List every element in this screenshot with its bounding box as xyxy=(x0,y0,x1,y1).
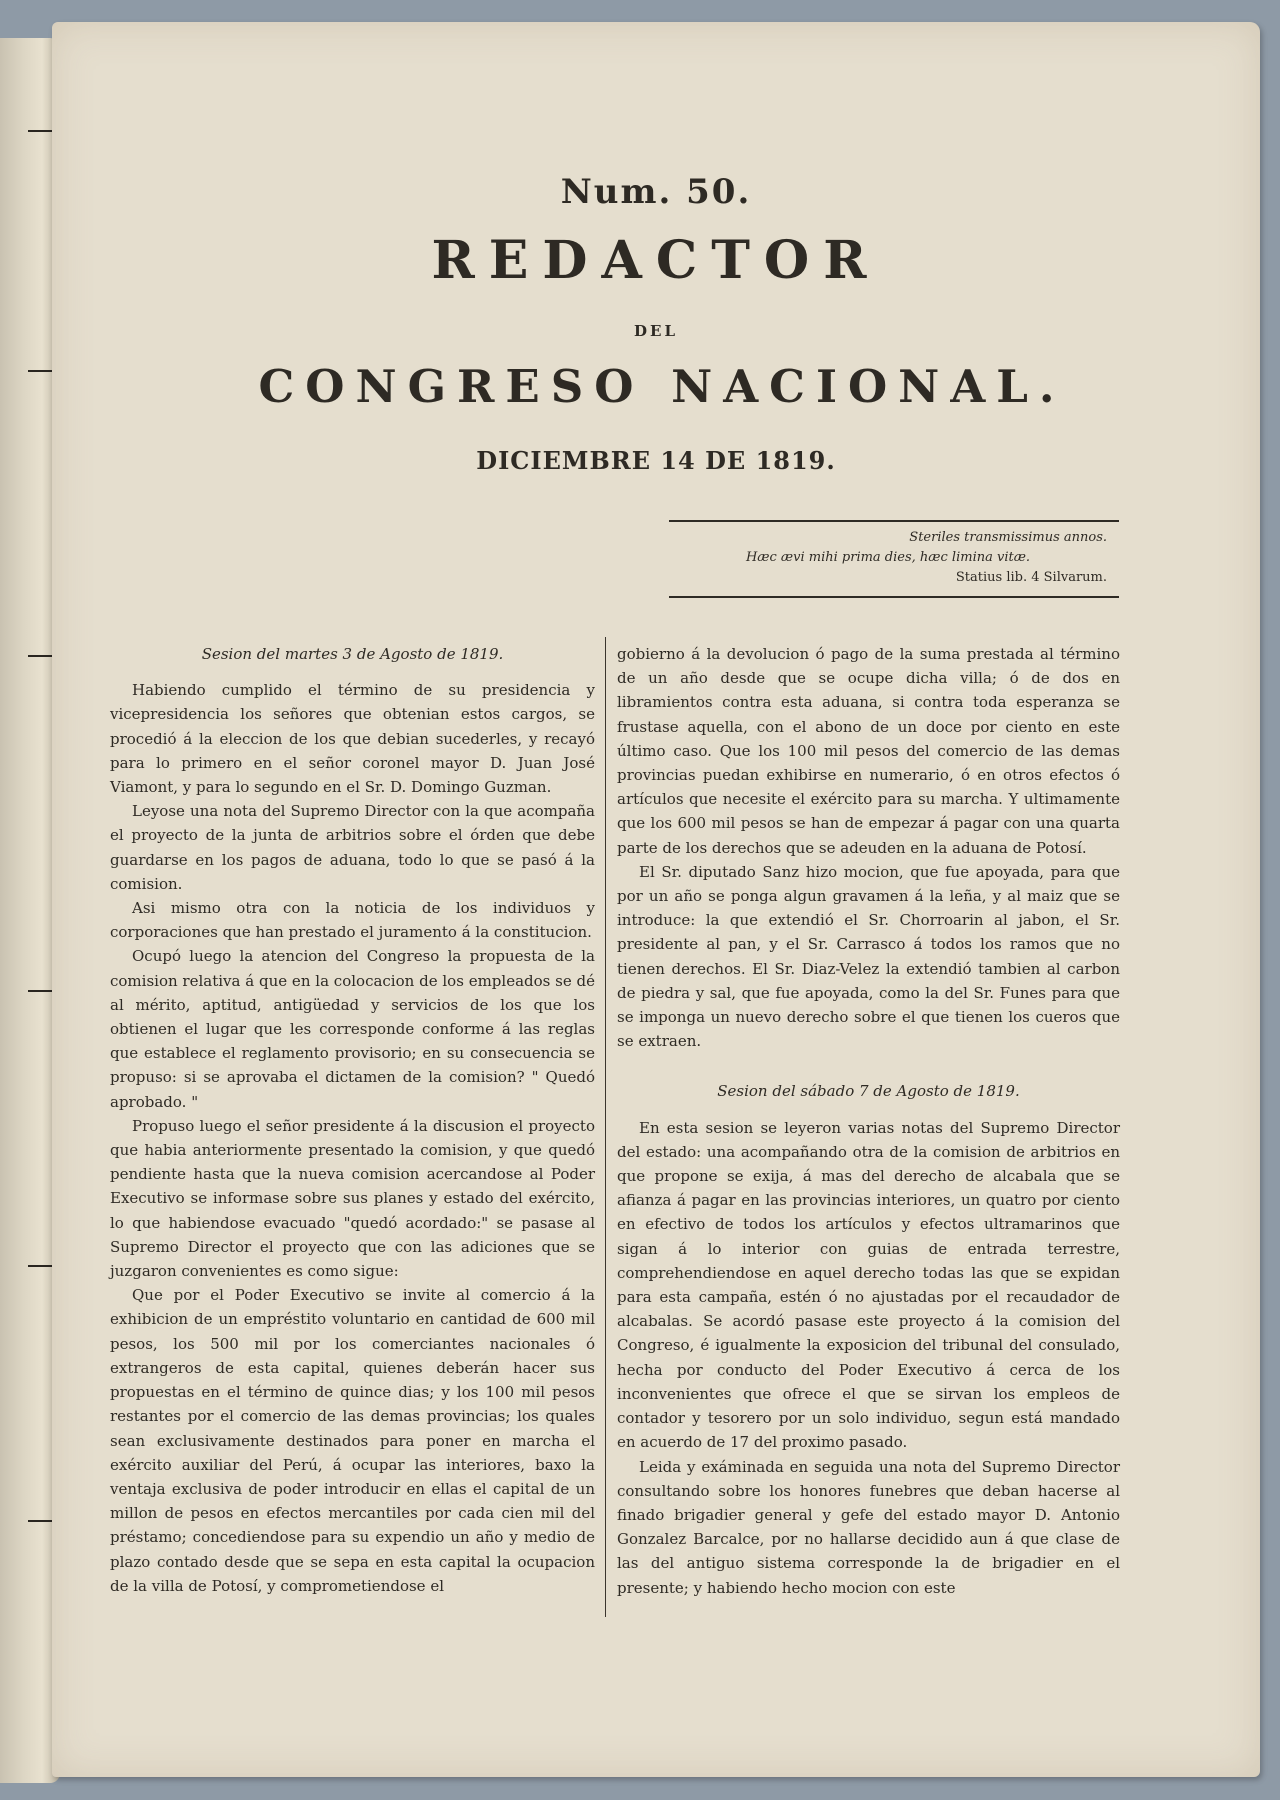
paragraph: Leida y exáminada en seguida una nota del Supremo Director consultando sobre los honores funebres que deban hacerse al finado brigadier general y gefe del estado mayor D. Antonio Gonzalez Barcalce, por no hallarse decidido aun á que clase de las del antiguo sistema corresponde la de brigadier en el presente; y habiendo hecho mocion con este xyxy=(617,1457,1120,1597)
paragraph: Propuso luego el señor presidente á la discusion el proyecto que habia anteriormente presentado la comision, y que quedó pendiente hasta que la nueva comision acercandose al Poder Executivo se informase sobre sus planes y estado del exército, lo que habiendose evacuado "quedó acordado:" se pasase al Supremo Director el proyecto que con las adiciones que se juzgaron convenientes es como sigue: xyxy=(110,1116,595,1281)
epigraph-line-2: Hæc ævi mihi prima dies, hæc limina vitæ. xyxy=(745,550,1031,565)
epigraph xyxy=(669,520,1119,598)
masthead-subtitle: CONGRESO NACIONAL. xyxy=(258,360,1066,413)
paragraph: Que por el Poder Executivo se invite al comercio á la exhibicion de un empréstito voluntario en cantidad de 600 mil pesos, los 500 mil por los comerciantes nacionales ó extrangeros de esta capital, quienes deberán hacer sus propuestas en el término de quince dias; y los 100 mil pesos restantes por el comercio de las demas provincias; los quales sean exclusivamente destinados para poner en marcha el exército auxiliar del Perú, á ocupar las interiores, baxo la ventaja exclusiva de poder introducir en ellas el capital de un millon de pesos en efectos mercantiles por cada cien mil del préstamo; concediendose para su expendio un año y medio de plazo contado desde que se sepa en esta capital la ocupacion de la villa de Potosí, y comprometiendose el xyxy=(110,1286,595,1595)
paragraph: Habiendo cumplido el término de su presidencia y vicepresidencia los señores que obtenian estos cargos, se procedió á la eleccion de los que debian sucederles, y recayó para lo primero en el señor coronel mayor D. Juan José Viamont, y para lo segundo en el Sr. D. Domingo Guzman. xyxy=(110,681,595,797)
left-column xyxy=(110,642,595,1598)
right-column xyxy=(617,642,1120,1600)
masthead-title: REDACTOR xyxy=(431,230,881,291)
session-title: Sesion del martes 3 de Agosto de 1819. xyxy=(201,645,504,663)
masthead-del: DEL xyxy=(634,322,678,340)
paragraph: Leyose una nota del Supremo Director con la que acompaña el proyecto de la junta de arbitrios sobre el órden que debe guardarse en los pagos de aduana, todo lo que se pasó á la comision. xyxy=(110,802,595,893)
issue-number: Num. 50. xyxy=(560,172,752,212)
column-divider xyxy=(605,637,606,1617)
issue-date: DICIEMBRE 14 DE 1819. xyxy=(476,446,836,475)
paragraph: Ocupó luego la atencion del Congreso la propuesta de la comision relativa á que en la colocacion de los empleados se dé al mérito, aptitud, antigüedad y servicios de los que los obtienen el lugar que les corresponde conforme á las reglas que establece el reglamento provisorio; en su consecuencia se propuso: si se aprovaba el dictamen de la comision? " Quedó aprobado. " xyxy=(110,947,595,1111)
epigraph-line-1: Steriles transmissimus annos. xyxy=(909,530,1107,545)
paragraph: gobierno á la devolucion ó pago de la suma prestada al término de un año desde que se ocupe dicha villa; ó de dos en libramientos contra esta aduana, si contra toda esperanza se frustase aquella, con el abono de un doce por ciento en este último caso. Que los 100 mil pesos del comercio de las demas provincias puedan exhibirse en numerario, ó en otros efectos ó artículos que necesite el exército para su marcha. Y ultimamente que los 600 mil pesos se han de empezar á pagar con una quarta parte de los derechos que se adeuden en la aduana de Potosí. xyxy=(617,645,1120,857)
session-title: Sesion del sábado 7 de Agosto de 1819. xyxy=(717,1082,1020,1101)
newspaper-page xyxy=(52,22,1260,1777)
epigraph-source: Statius lib. 4 Silvarum. xyxy=(955,570,1107,585)
paragraph: El Sr. diputado Sanz hizo mocion, que fue apoyada, para que por un año se ponga algun gravamen á la leña, y al maiz que se introduce: la que extendió el Sr. Chorroarin al jabon, el Sr. presidente al pan, y el Sr. Carrasco á todos los ramos que no tienen derechos. El Sr. Diaz-Velez la extendió tambien al carbon de piedra y sal, que fue apoyada, como la del Sr. Funes para que se imponga un nuevo derecho sobre el que tienen los cueros que se extraen. xyxy=(617,862,1120,1051)
paragraph: Asi mismo otra con la noticia de los individuos y corporaciones que han prestado el juramento á la constitucion. xyxy=(110,899,595,942)
paragraph: En esta sesion se leyeron varias notas del Supremo Director del estado: una acompañando otra de la comision de arbitrios en que propone se exija, á mas del derecho de alcabala que se afianza á pagar en las provincias interiores, un quatro por ciento en efectivo de todos los artículos y efectos ultramarinos que sigan á lo interior con guias de entrada terrestre, comprehendiendose en aquel derecho todas las que se expidan para esta campaña, estén ó no ajustadas por el recaudador de alcabalas. Se acordó pasase este proyecto á la comision del Congreso, é igualmente la exposicion del tribunal del consulado, hecha por conducto del Poder Executivo á cerca de los inconvenientes que ofrece el que se sirvan los empleos de contador y tesorero por un solo individuo, segun está mandado en acuerdo de 17 del proximo pasado. xyxy=(617,1118,1120,1452)
